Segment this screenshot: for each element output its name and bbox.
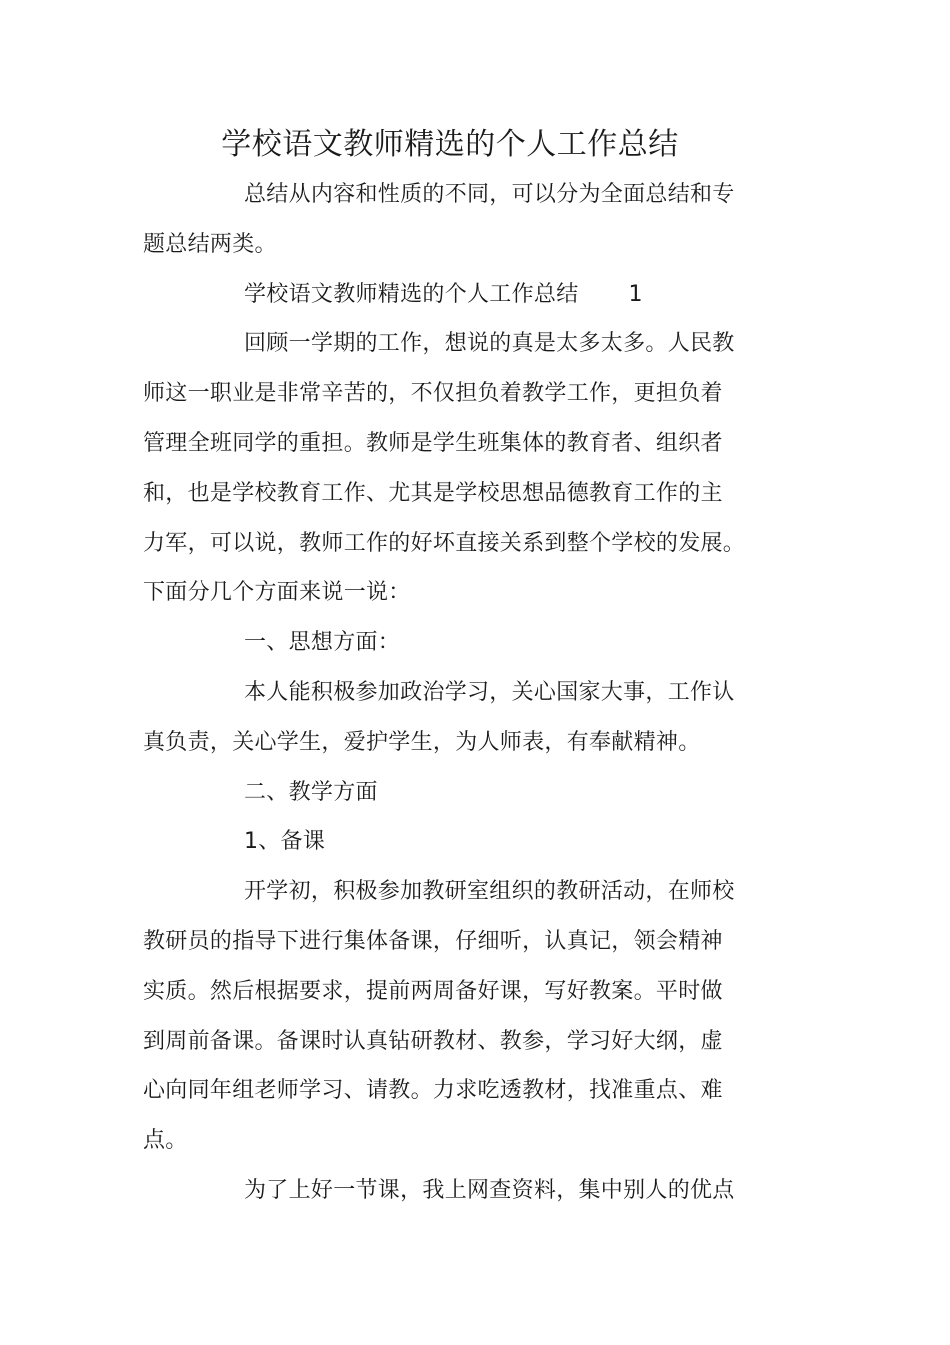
paragraph-line: 心向同年组老师学习、请教。力求吃透教材，找准重点、难 (143, 1078, 723, 1104)
document-title: 学校语文教师精选的个人工作总结 (221, 127, 679, 162)
paragraph-line: 开学初，积极参加教研室组织的教研活动，在师校 (244, 879, 735, 905)
paragraph-line: 到周前备课。备课时认真钻研教材、教参，学习好大纲，虚 (143, 1028, 723, 1054)
paragraph-line: 点。 (143, 1128, 188, 1154)
paragraph-line: 真负责，关心学生，爱护学生，为人师表，有奉献精神。 (143, 729, 701, 755)
section-heading-text: 学校语文教师精选的个人工作总结 (244, 281, 579, 307)
section-heading: 二、教学方面 (244, 779, 378, 805)
paragraph-line: 力军，可以说，教师工作的好坏直接关系到整个学校的发展。 (143, 530, 746, 556)
paragraph-line: 总结从内容和性质的不同，可以分为全面总结和专 (244, 182, 735, 207)
section-heading (143, 270, 758, 320)
paragraph-line: 管理全班同学的重担。教师是学生班集体的教育者、组织者 (143, 430, 723, 456)
section-heading-number: 1 (628, 281, 643, 307)
subsection-heading: 1、备课 (244, 829, 326, 855)
paragraph-line: 和，也是学校教育工作、尤其是学校思想品德教育工作的主 (143, 480, 723, 506)
paragraph-line: 本人能积极参加政治学习，关心国家大事，工作认 (244, 679, 735, 705)
paragraph-line: 题总结两类。 (143, 231, 277, 257)
document-body (143, 170, 758, 1216)
paragraph-line: 下面分几个方面来说一说： (143, 580, 411, 606)
paragraph-line: 回顾一学期的工作，想说的真是太多太多。人民教 (244, 331, 735, 357)
paragraph-line: 教研员的指导下进行集体备课，仔细听，认真记，领会精神 (143, 928, 723, 954)
paragraph-line: 为了上好一节课，我上网查资料，集中别人的优点 (244, 1177, 735, 1203)
paragraph-line: 实质。然后根据要求，提前两周备好课，写好教案。平时做 (143, 978, 723, 1004)
section-heading: 一、思想方面： (244, 630, 401, 656)
paragraph-line: 师这一职业是非常辛苦的，不仅担负着教学工作，更担负着 (143, 381, 723, 407)
